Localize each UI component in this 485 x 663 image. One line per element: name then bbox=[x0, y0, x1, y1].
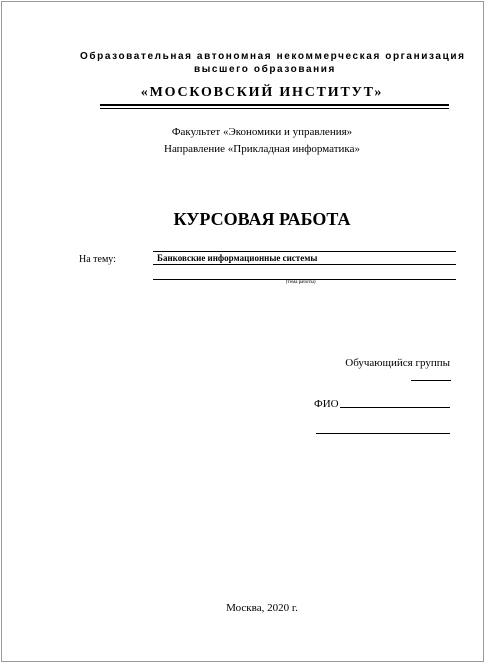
fio-label: ФИО bbox=[314, 398, 339, 410]
signature-line bbox=[316, 433, 450, 434]
topic-value: Банковские информационные системы bbox=[157, 253, 318, 263]
group-number-line bbox=[411, 380, 451, 381]
direction-line: Направление «Прикладная информатика» bbox=[164, 143, 360, 155]
topic-rule-top bbox=[153, 251, 456, 252]
fio-line bbox=[340, 407, 450, 408]
document-title: КУРСОВАЯ РАБОТА bbox=[173, 209, 351, 229]
city-year: Москва, 2020 г. bbox=[226, 602, 298, 614]
organization-line-1: Образовательная автономная некоммерческая организация bbox=[80, 51, 466, 62]
faculty-line: Факультет «Экономики и управления» bbox=[171, 126, 353, 138]
document-page bbox=[1, 1, 484, 662]
topic-label: На тему: bbox=[79, 254, 116, 265]
student-group-label: Обучающийся группы bbox=[345, 357, 450, 369]
institute-name: «МОСКОВСКИЙ ИНСТИТУТ» bbox=[140, 85, 384, 100]
topic-rule-underline bbox=[153, 264, 456, 265]
organization-line-2: высшего образования bbox=[194, 64, 336, 75]
header-rule-thick bbox=[100, 104, 449, 106]
header-rule-thin bbox=[100, 108, 449, 109]
topic-caption: (тема работы) bbox=[286, 280, 316, 285]
